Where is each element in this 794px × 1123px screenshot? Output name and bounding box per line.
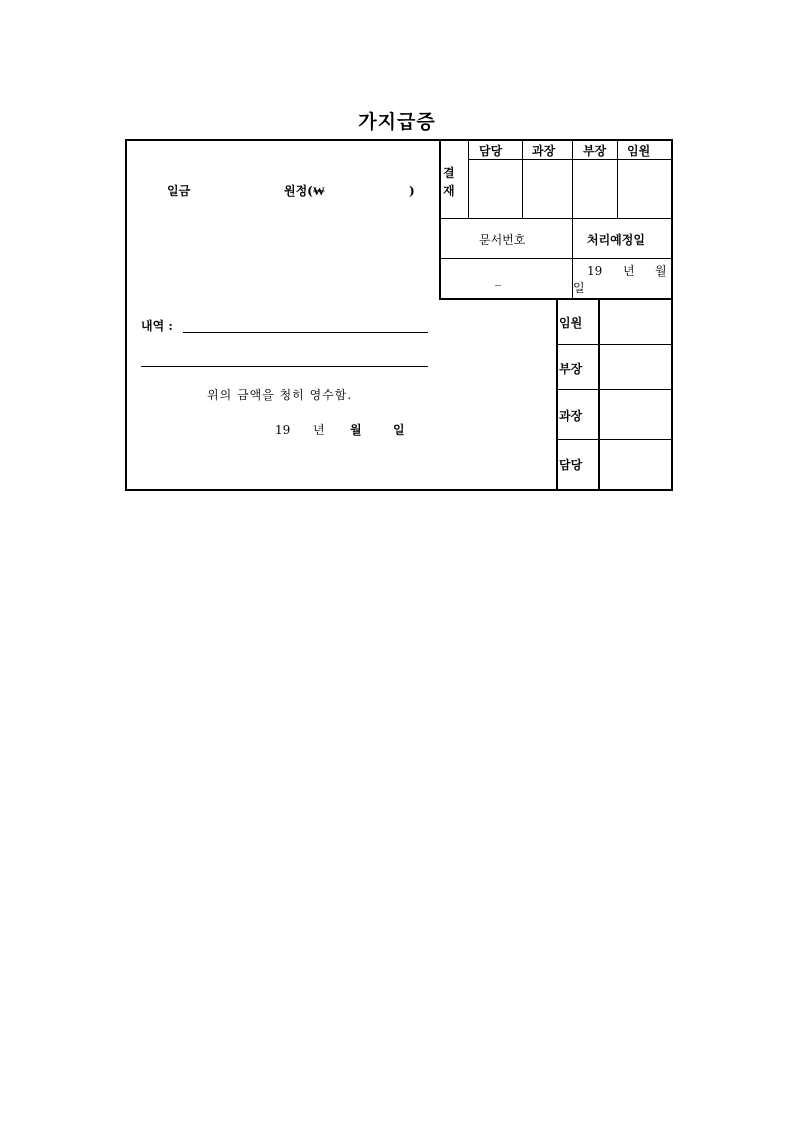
receipt-day-label: 일 — [393, 423, 405, 437]
details-label: 내역 : — [141, 319, 173, 333]
receipt-year-label: 년 — [313, 423, 325, 437]
doc-number-value: _ — [495, 272, 501, 286]
voucher-form — [125, 139, 673, 491]
details-line-1 — [183, 332, 428, 333]
approval-header-director: 부장 — [583, 144, 607, 158]
approval-header-executive: 임원 — [627, 144, 651, 158]
receipt-year-prefix: 19 — [275, 423, 291, 437]
amount-close-paren: ) — [409, 184, 415, 198]
approval-header-manager: 과장 — [532, 144, 556, 158]
approval-bottom-line — [439, 298, 671, 300]
approval-label-top: 결 — [443, 166, 455, 180]
amount-unit: 원정(₩ — [284, 184, 325, 198]
side-sign-executive: 임원 — [559, 316, 583, 330]
amount-label: 일금 — [167, 184, 191, 198]
approval-divider — [439, 141, 441, 300]
details-line-2 — [141, 366, 428, 367]
side-sign-divider — [556, 299, 558, 489]
side-sign-director: 부장 — [559, 362, 583, 376]
approval-label-bottom: 재 — [443, 184, 455, 198]
due-date-year-prefix: 19 — [587, 264, 603, 278]
due-date-day-label: 일 — [573, 281, 585, 295]
receipt-statement: 위의 금액을 청히 영수함. — [207, 388, 353, 402]
side-sign-staff: 담당 — [559, 458, 583, 472]
due-date-month-label: 월 — [655, 264, 667, 278]
approval-header-staff: 담당 — [479, 144, 503, 158]
due-date-year-label: 년 — [623, 264, 635, 278]
page-title: 가지급증 — [358, 111, 436, 133]
doc-number-label: 문서번호 — [479, 233, 526, 247]
due-date-label: 처리예정일 — [587, 233, 645, 247]
receipt-month-label: 월 — [350, 423, 362, 437]
side-sign-manager: 과장 — [559, 409, 583, 423]
